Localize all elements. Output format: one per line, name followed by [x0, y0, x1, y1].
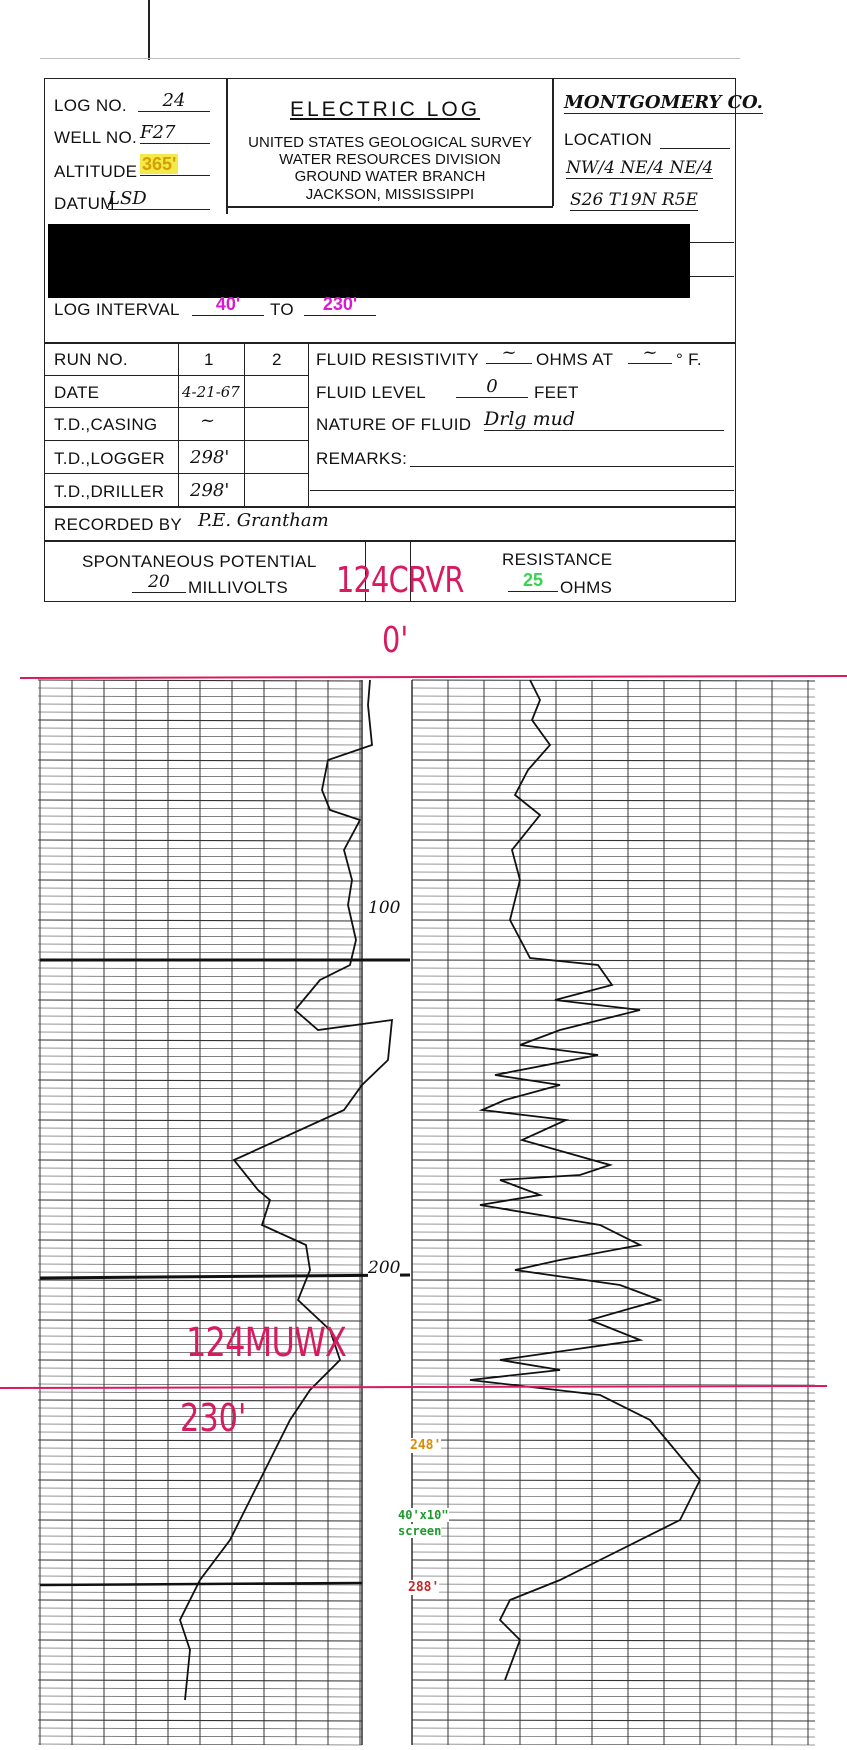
grid-hline	[412, 816, 815, 817]
grid-hline	[412, 792, 815, 793]
grid-hline	[412, 1632, 815, 1633]
grid-hline	[412, 1392, 815, 1393]
depth-tick-200	[40, 1275, 410, 1278]
well-no-label: WELL NO.	[54, 128, 138, 147]
grid-hline	[412, 776, 815, 777]
grid-hline	[412, 992, 815, 993]
grid-hline	[412, 1216, 815, 1217]
nature-of-fluid-value: Drlg mud	[484, 408, 724, 431]
grid-hline	[412, 1456, 815, 1457]
grid-hline	[412, 1104, 815, 1105]
grid-hline	[412, 1448, 815, 1449]
td-driller-label: T.D.,DRILLER	[54, 482, 165, 501]
grid-hline	[412, 1352, 815, 1353]
grid-hline	[412, 984, 815, 985]
grid-hline	[412, 1272, 815, 1273]
fluid-resistivity-label: FLUID RESISTIVITY	[316, 350, 479, 369]
grid-hline	[412, 1480, 815, 1481]
nature-of-fluid-label: NATURE OF FLUID	[316, 415, 472, 434]
agency-line-3: GROUND WATER BRANCH	[294, 168, 486, 185]
log-interval-to-label: TO	[270, 300, 294, 319]
td-casing-run1: ~	[200, 410, 216, 431]
grid-hline	[412, 1040, 815, 1041]
top-well-code: 124CRVR	[336, 560, 464, 601]
remarks-label: REMARKS:	[316, 449, 408, 468]
grid-hline	[412, 1680, 815, 1681]
screen-top-tag: 248'	[410, 1438, 442, 1453]
ohms-at-label: OHMS AT	[536, 350, 614, 369]
grid-hline	[412, 848, 815, 849]
top-depth-label: 0'	[382, 620, 409, 661]
altitude-label: ALTITUDE	[54, 162, 138, 181]
grid-hline	[412, 728, 815, 729]
grid-hline	[412, 1120, 815, 1121]
grid-hline	[412, 1320, 815, 1321]
grid-hline	[412, 1472, 815, 1473]
grid-hline	[412, 1144, 815, 1145]
grid-hline	[412, 736, 815, 737]
run-1-header: 1	[204, 350, 214, 369]
grid-hline	[412, 1416, 815, 1417]
interval-to-highlight: 230'	[322, 294, 358, 314]
grid-hline	[412, 1064, 815, 1065]
grid-hline	[412, 968, 815, 969]
grid-hline	[412, 1616, 815, 1617]
sp-value: 20	[132, 572, 186, 593]
grid-hline	[412, 1696, 815, 1697]
grid-hline	[412, 1056, 815, 1057]
grid-hline	[412, 1112, 815, 1113]
grid-hline	[412, 1496, 815, 1497]
depth-100-label: 100	[368, 898, 401, 918]
grid-hline	[412, 1720, 815, 1721]
grid-hline	[412, 1240, 815, 1241]
grid-hline	[412, 1568, 815, 1569]
log-no-label: LOG NO.	[54, 96, 127, 115]
grid-hline	[412, 1424, 815, 1425]
grid-hline	[412, 952, 815, 953]
agency-line-4: JACKSON, MISSISSIPPI	[305, 186, 475, 203]
datum-value: LSD	[108, 188, 210, 210]
altitude-highlight: 365'	[142, 154, 177, 174]
run-no-header: RUN NO.	[54, 350, 128, 369]
sp-label: SPONTANEOUS POTENTIAL	[82, 552, 317, 571]
grid-hline	[412, 1560, 815, 1561]
grid-hline	[412, 1192, 815, 1193]
bottom-well-code: 124MUWX	[186, 1320, 347, 1366]
agency-line-2: WATER RESOURCES DIVISION	[279, 151, 501, 168]
log-interval-label: LOG INTERVAL	[54, 300, 180, 319]
grid-hline	[412, 1360, 815, 1361]
grid-hline	[412, 1512, 815, 1513]
td-driller-run1: 298'	[190, 480, 230, 501]
grid-hline	[412, 1000, 815, 1001]
grid-hline	[412, 1544, 815, 1545]
interval-from-highlight: 40'	[215, 294, 241, 314]
screen-size-tag: 40'x10"	[398, 1508, 449, 1522]
grid-hline	[412, 1208, 815, 1209]
grid-hline	[412, 688, 815, 689]
temp-unit: ° F.	[676, 350, 702, 369]
grid-hline	[412, 1088, 815, 1089]
grid-hline	[412, 1152, 815, 1153]
location-line-2: S26 T19N R5E	[570, 190, 698, 210]
grid-hline	[412, 1304, 815, 1305]
grid-hline	[412, 1280, 815, 1281]
grid-hline	[412, 1688, 815, 1689]
recorded-by-value: P.E. Grantham	[198, 510, 329, 531]
grid-hline	[412, 1648, 815, 1649]
bottom-boundary-line	[0, 1386, 827, 1388]
grid-hline	[412, 1336, 815, 1337]
grid-hline	[412, 824, 815, 825]
datum-label: DATUM	[54, 194, 115, 213]
grid-hline	[412, 1664, 815, 1665]
log-no-value: 24	[138, 90, 210, 112]
fluid-resistivity-value: ~	[486, 342, 532, 364]
grid-hline	[412, 1744, 815, 1745]
grid-hline	[412, 1080, 815, 1081]
grid-hline	[412, 872, 815, 873]
location-label: LOCATION	[564, 130, 653, 149]
grid-hline	[412, 936, 815, 937]
well-no-value: F27	[140, 122, 210, 144]
grid-hline	[412, 840, 815, 841]
fluid-temp-value: ~	[628, 342, 672, 364]
screen-bottom-tag: 288'	[408, 1580, 440, 1595]
grid-hline	[412, 1728, 815, 1729]
grid-hline	[412, 784, 815, 785]
grid-hline	[412, 1600, 815, 1601]
grid-hline	[412, 1136, 815, 1137]
grid-hline	[412, 752, 815, 753]
grid-hline	[412, 1520, 815, 1521]
grid-hline	[412, 1672, 815, 1673]
grid-hline	[412, 1072, 815, 1073]
grid-hline	[412, 800, 815, 801]
grid-hline	[412, 744, 815, 745]
grid-hline	[412, 1184, 815, 1185]
td-logger-label: T.D.,LOGGER	[54, 449, 165, 468]
grid-hline	[412, 960, 815, 961]
grid-hline	[412, 1248, 815, 1249]
grid-hline	[412, 808, 815, 809]
grid-hline	[412, 1368, 815, 1369]
grid-hline	[412, 1608, 815, 1609]
location-line-1: NW/4 NE/4 NE/4	[566, 158, 714, 178]
grid-hline	[412, 1096, 815, 1097]
grid-hline	[412, 1624, 815, 1625]
td-casing-label: T.D.,CASING	[54, 415, 158, 434]
grid-hline	[412, 1488, 815, 1489]
grid-hline	[412, 696, 815, 697]
county-value: MONTGOMERY CO.	[564, 92, 763, 113]
grid-hline	[412, 944, 815, 945]
grid-hline	[412, 880, 815, 881]
grid-hline	[412, 1640, 815, 1641]
depth-200-label: 200	[368, 1258, 401, 1278]
res-highlight: 25	[522, 570, 544, 590]
recorded-by-label: RECORDED BY	[54, 515, 182, 534]
grid-hline	[412, 1224, 815, 1225]
resistance-curve	[470, 680, 700, 1680]
grid-hline	[412, 1256, 815, 1257]
grid-hline	[412, 1712, 815, 1713]
date-run1: 4-21-67	[182, 383, 240, 401]
res-unit: OHMS	[560, 578, 613, 597]
grid-hline	[412, 1464, 815, 1465]
grid-hline	[412, 1160, 815, 1161]
grid-hline	[412, 928, 815, 929]
grid-hline	[412, 1736, 815, 1737]
grid-hline	[412, 976, 815, 977]
grid-hline	[412, 1656, 815, 1657]
grid-hline	[412, 1504, 815, 1505]
res-label: RESISTANCE	[502, 550, 613, 569]
agency-line-1: UNITED STATES GEOLOGICAL SURVEY	[248, 134, 532, 151]
grid-hline	[412, 760, 815, 761]
grid-hline	[412, 1128, 815, 1129]
grid-hline	[412, 1176, 815, 1177]
grid-hline	[412, 856, 815, 857]
grid-hline	[412, 832, 815, 833]
grid-hline	[412, 704, 815, 705]
fluid-level-value: 0	[456, 376, 528, 398]
grid-hline	[412, 1200, 815, 1201]
grid-hline	[412, 1288, 815, 1289]
run-2-header: 2	[272, 350, 282, 369]
grid-hline	[412, 1008, 815, 1009]
grid-hline	[412, 680, 815, 681]
grid-hline	[412, 1264, 815, 1265]
bottom-depth-label: 230'	[180, 1396, 247, 1440]
grid-hline	[412, 712, 815, 713]
feet-label: FEET	[534, 383, 579, 402]
grid-hline	[412, 1432, 815, 1433]
grid-hline	[412, 920, 815, 921]
grid-hline	[412, 1528, 815, 1529]
sp-unit: MILLIVOLTS	[188, 578, 288, 597]
grid-hline	[412, 720, 815, 721]
screen-word-tag: screen	[398, 1524, 442, 1538]
grid-hline	[412, 864, 815, 865]
log-title: ELECTRIC LOG	[290, 98, 481, 121]
grid-hline	[412, 904, 815, 905]
grid-hline	[412, 888, 815, 889]
grid-hline	[412, 1168, 815, 1169]
grid-hline	[412, 1592, 815, 1593]
fluid-level-label: FLUID LEVEL	[316, 383, 427, 402]
grid-hline	[412, 912, 815, 913]
grid-hline	[412, 1024, 815, 1025]
grid-hline	[412, 1408, 815, 1409]
grid-hline	[412, 896, 815, 897]
grid-hline	[412, 1048, 815, 1049]
grid-hline	[412, 1704, 815, 1705]
grid-hline	[412, 1032, 815, 1033]
grid-hline	[412, 1440, 815, 1441]
td-logger-run1: 298'	[190, 447, 230, 468]
grid-hline	[412, 1384, 815, 1385]
grid-hline	[412, 1576, 815, 1577]
date-label: DATE	[54, 383, 100, 402]
grid-hline	[412, 1584, 815, 1585]
grid-hline	[412, 1536, 815, 1537]
grid-hline	[412, 768, 815, 769]
grid-hline	[412, 1376, 815, 1377]
grid-hline	[412, 1296, 815, 1297]
top-boundary-line	[20, 676, 847, 678]
